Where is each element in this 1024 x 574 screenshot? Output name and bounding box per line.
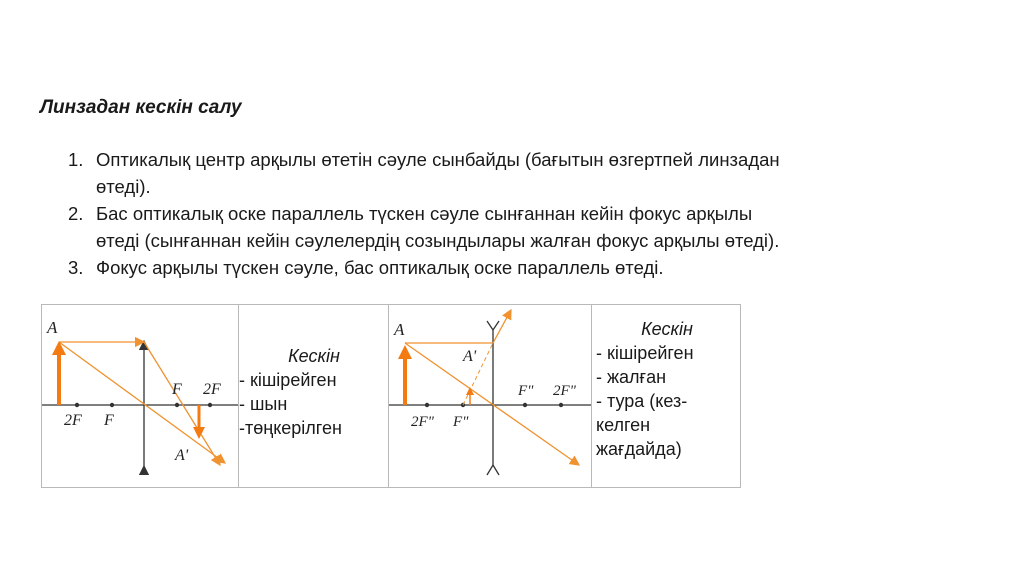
label-image: A'	[463, 348, 477, 365]
rule-line: Фокус арқылы түскен сәуле, бас оптикалық оске параллель өтеді.	[96, 257, 664, 278]
central-ray	[405, 343, 579, 465]
lens-bottom-tip	[487, 465, 499, 475]
rule-number: 2.	[68, 203, 84, 224]
label-2f-left: 2F	[64, 412, 82, 429]
diverging-lens-cell	[388, 305, 591, 487]
point-2f-left	[425, 403, 429, 407]
diverging-description-cell	[591, 305, 740, 487]
point-f-left	[110, 403, 114, 407]
label-f-left: F"	[453, 414, 469, 430]
converging-lens-cell	[42, 305, 238, 487]
label-image: A'	[175, 447, 189, 464]
rules-list	[68, 146, 998, 281]
rule-number: 3.	[68, 257, 84, 278]
description-line: - тура (кез-	[596, 391, 688, 411]
description-line: -төңкерілген	[239, 418, 342, 438]
converging-lens-diagram	[42, 305, 238, 487]
description-line: келген	[596, 415, 651, 435]
central-ray	[59, 342, 225, 463]
label-f-right: F"	[518, 383, 534, 399]
point-f-right	[523, 403, 527, 407]
image-description	[596, 317, 738, 461]
rule-line: Бас оптикалық оске параллель түскен сәуле сынғаннан кейін фокус арқылы	[96, 203, 753, 224]
description-line: - кішірейген	[596, 343, 694, 363]
lens-comparison-table	[41, 304, 741, 488]
rule-item	[68, 200, 998, 254]
rule-number: 1.	[68, 149, 84, 170]
point-f-right	[175, 403, 179, 407]
rule-line: өтеді (сынғаннан кейін сәулелердің созындылары жалған фокус арқылы өтеді).	[96, 230, 780, 251]
object-arrow-head	[52, 341, 66, 355]
rule-item	[68, 254, 998, 281]
diverging-lens-diagram	[389, 305, 591, 487]
label-2f-right: 2F	[203, 381, 221, 398]
point-2f-left	[75, 403, 79, 407]
description-line: - кішірейген	[239, 370, 337, 390]
label-2f-right: 2F"	[553, 383, 576, 399]
rule-line: өтеді).	[96, 176, 151, 197]
image-description	[239, 344, 389, 440]
description-title: Кескін	[288, 346, 340, 366]
label-f-right: F	[172, 381, 182, 398]
rule-line: Оптикалық центр арқылы өтетін сәуле сынбайды (бағытын өзгертпей линзадан	[96, 149, 780, 170]
lens-top-tip	[487, 321, 499, 330]
label-2f-left: 2F"	[411, 414, 434, 430]
description-title: Кескін	[641, 319, 693, 339]
label-object: A	[394, 320, 405, 339]
description-line: - шын	[239, 394, 288, 414]
point-2f-right	[559, 403, 563, 407]
converging-description-cell	[238, 305, 388, 487]
point-2f-right	[208, 403, 212, 407]
label-object: A	[47, 318, 58, 337]
page-title: Линзадан кескін салу	[40, 97, 242, 118]
rule-item	[68, 146, 998, 200]
description-line: - жалған	[596, 367, 667, 387]
label-f-left: F	[104, 412, 114, 429]
description-line: жағдайда)	[596, 439, 682, 459]
